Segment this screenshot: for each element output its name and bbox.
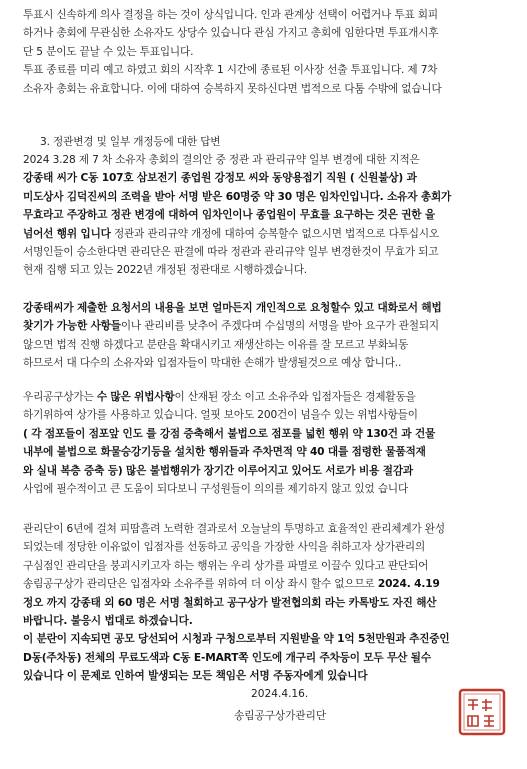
text-line [23,444,513,460]
bold-text-segment: 수 많은 위법사항 [96,391,175,403]
text-line [23,558,513,574]
text-line [23,62,513,78]
text-segment: 하거나 총회에 무관심한 소유자도 상당수 있습니다 관심 가지고 총회에 임한다면 투표개시후 [23,27,439,40]
text-line [23,576,513,592]
text-segment: 사업에 필수적이고 큰 도움이 되다보니 구성원들이 의의를 제기하지 않고 있었 습니다 [23,483,409,495]
signatory-name: 송림공구상가관리단 [234,710,327,722]
section-heading: 3. 정관변경 및 일부 개정등에 대한 답변 [40,136,221,148]
text-segment: 이 산재된 장소 이고 소유주와 입점자들은 경제활동을 [174,391,416,403]
bold-text-segment: 무효라고 주장하고 정관 변경에 대하여 임차인이나 종업원이 무효를 요구하는 것은 권한 을 [23,209,436,222]
text-line [23,650,513,666]
text-line [23,300,513,316]
bold-text-segment: 넘어선 행위 입니다 [23,227,111,240]
text-line [23,318,513,334]
text-segment: 송림공구상가 관리단은 입점자와 소유주를 위하여 더 이상 좌시 할수 없으므로 [23,578,378,591]
text-line [23,355,513,371]
text-line [23,337,513,353]
text-segment: 정관과 관리규약 개정에 대하여 승복할수 없으시면 법적으로 다투십시오 [110,227,439,240]
bold-text-segment: 강종태씨가 제출한 요청서의 내용을 보면 얼마든지 개인적으로 요청할수 있고 대화로서 해법 [23,302,442,314]
text-line [23,631,513,647]
text-segment: 관리단이 6년에 걸쳐 피땀흘려 노력한 결과로서 오늘날의 투명하고 효율적인 관리체계가 완성 [23,523,445,535]
text-line [23,668,513,684]
text-segment: 단 5 분이도 끝날 수 있는 투표입니다. [23,45,194,58]
bold-text-segment: 미도상사 김덕진씨의 조력을 받아 서명 받은 60명중 약 30 명은 임차인입니다. 소유자 총회가 [23,190,452,203]
text-line [23,521,513,537]
document-date: 2024.4.16. [251,688,309,700]
bold-text-segment: 정오 까지 강종태 외 60 명은 서명 철회하고 공구상가 발전협의회 라는 카톡방도 자진 해산 [23,596,437,609]
text-segment: 투표시 신속하게 의사 결정을 하는 것이 상식입니다. 인과 관계상 선택이 어렵거나 투표 회피 [23,9,438,21]
text-line [23,170,513,186]
text-line [23,226,513,242]
text-line [23,7,513,23]
text-segment: 투표 종료를 미리 예고 하였고 회의 시작후 1 시간에 종료된 이사장 선출 투표입니다. 제 7차 [23,64,438,77]
bold-text-segment: 2024. 4.19 [377,578,440,591]
bold-text-segment: 와 실내 복층 증축 등) 많은 불법행위가 장기간 이루어지고 있어도 서로가 비용 절감과 [23,464,413,477]
bold-text-segment: 이 분란이 지속되면 공모 당선되어 시청과 구청으로부터 지원받을 약 1억 5천만원과 추진중인 [23,633,450,646]
text-segment: 되었는데 정당한 이유없이 입점자를 선동하고 공익을 가장한 사익을 취하고자 상가관리의 [23,541,426,554]
text-line [23,189,513,205]
text-line [23,426,513,442]
bold-text-segment: D동(주차동) 전체의 무료도색과 C동 E-MART쪽 인도에 개구리 주차등이 모두 무산 될수 [23,651,431,664]
text-line [23,539,513,555]
text-segment: 서명인들이 승소한다면 관리단은 판결에 따라 정관과 관리규약 일부 변경한것이 무효가 되고 [23,246,439,258]
bold-text-segment: 내부에 불법으로 화물승강기등을 설치한 행위들과 주차면적 약 40 대를 점령한 물품적재 [23,446,426,459]
text-segment: 2024 3.28 제 7 차 소유자 총회의 결의안 중 정관 과 관리규약 일부 변경에 대한 지적은 [23,154,420,166]
text-segment: 우리공구상가는 [23,391,97,403]
bold-text-segment: ( 각 점포들이 점포앞 인도 를 강점 증축해서 불법으로 점포를 넓힌 행위 약 130건 과 건물 [23,427,436,440]
text-segment: 소유자 총회는 유효합니다. 이에 대하여 승복하지 못하신다면 법적으로 다툼 수밖에 없습니다 [23,82,442,95]
text-line [23,389,513,405]
text-line [23,481,513,497]
text-line [23,463,513,479]
text-line [23,613,513,629]
bold-text-segment: 있습니다 이 문제로 인하여 발생되는 모든 책임은 서명 주동자에게 있습니다 [23,670,368,683]
text-line [23,207,513,223]
text-segment: 구심점인 관리단을 붕괴시키고자 하는 행위는 우리 상가를 파멸로 이끌수 있다고 판단되어 [23,559,429,572]
text-line [23,262,513,278]
text-line [23,25,513,41]
seal-icon [458,688,506,736]
text-line [23,44,513,60]
bold-text-segment: 바랍니다. 불응시 법대로 하겠습니다. [23,615,193,627]
text-line [23,595,513,611]
text-line [23,152,513,168]
bold-text-segment: 강종태 씨가 C동 107호 삼보전기 종업원 강정모 씨와 동양용접기 직원 ( 신원불상) 과 [23,172,417,185]
text-segment: 현재 집행 되고 있는 2022년 개정된 정관대로 시행하겠습니다. [23,264,308,277]
text-segment: 하기위하여 상가를 사용하고 있습니다. 얼핏 보아도 200건이 넘을수 있는 위법사항들이 [23,409,418,422]
text-line [23,81,513,97]
text-segment: 하므로서 대 다수의 소유자와 입점자들이 막대한 손해가 발생될것으로 예상 합니다.. [23,357,402,370]
text-segment: 이나 관리비를 낮추어 주겠다며 수십명의 서명을 받아 요구가 관철되지 [120,320,439,333]
bold-text-segment: 찾기가 가능한 사항들 [23,320,121,333]
text-line [23,407,513,423]
text-line [23,244,513,260]
text-segment: 않으면 법적 진행 하겠다고 분란을 확대시키고 재생산하는 이유를 잘 모르고 부화뇌동 [23,338,409,351]
